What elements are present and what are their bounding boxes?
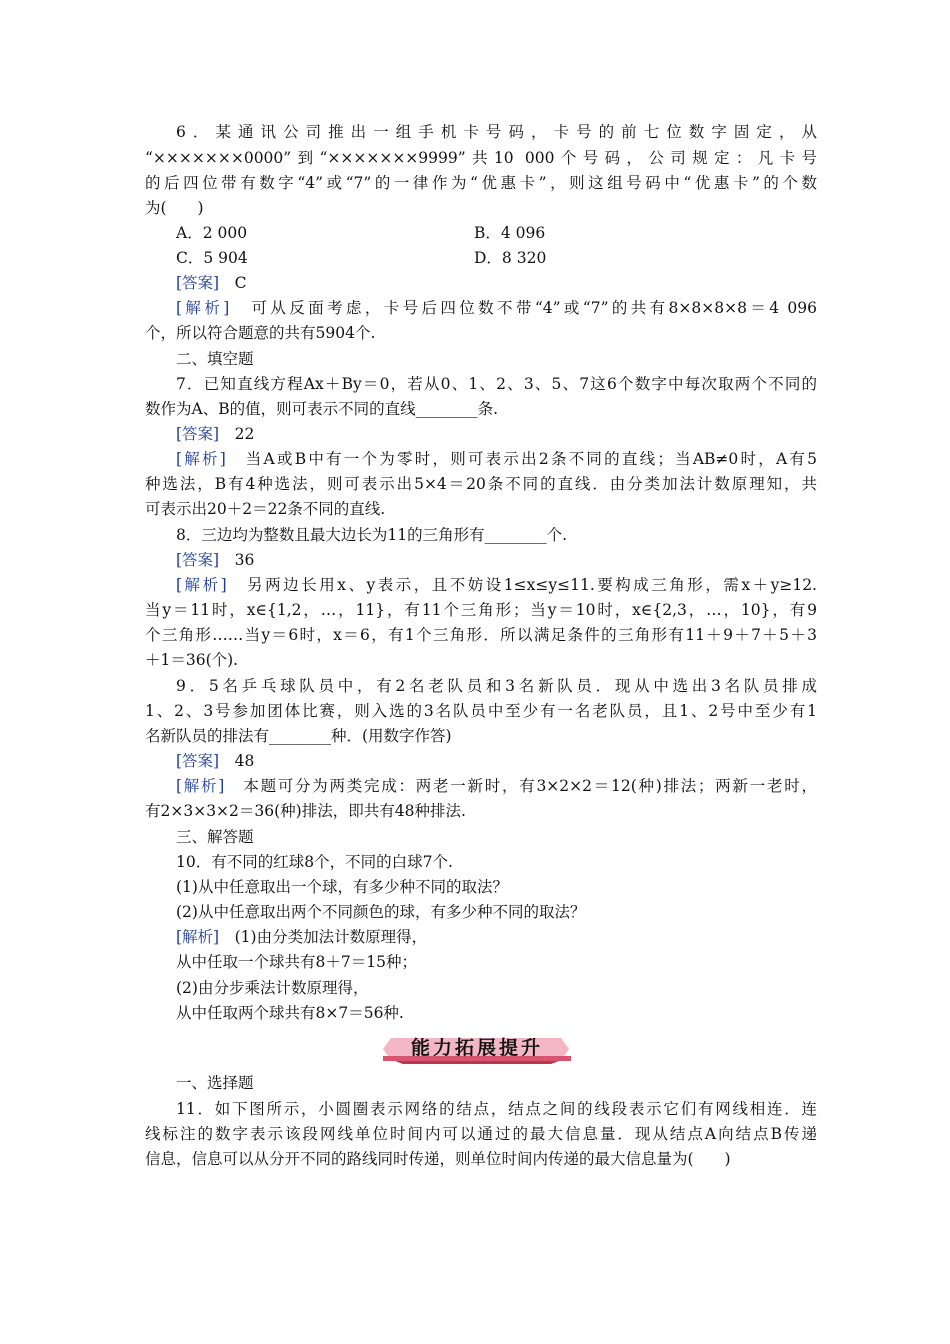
q9-analysis-line-2: 有2×3×3×2＝36(种)排法，即共有48种排法. xyxy=(145,802,466,820)
q8-analysis-line-3: 个三角形……当y＝6时，x＝6，有1个三角形．所以满足条件的三角形有11＋9＋7＋5＋3 xyxy=(145,626,817,644)
analysis-tag: [解析] xyxy=(176,777,225,795)
q8-answer xyxy=(176,548,817,573)
q9-answer xyxy=(176,749,817,774)
answer-value: 48 xyxy=(234,752,255,770)
q7-analysis-line-2: 种选法，B有4种选法，则可表示出5×4＝20条不同的直线．由分类加法计数原理知，共 xyxy=(145,475,817,493)
q6-option-b: B．4 096 xyxy=(474,224,546,242)
analysis-tag: [解析] xyxy=(176,450,226,468)
banner-title: 能力拓展提升 xyxy=(410,1037,543,1059)
q10-analysis-line-4: 从中任取两个球共有8×7＝56种. xyxy=(176,1004,404,1022)
q6-option-c: C．5 904 xyxy=(176,249,248,267)
q10-analysis-line-3: (2)由分步乘法计数原理得， xyxy=(176,979,369,997)
q7-line-1: 7．已知直线方程Ax＋By＝0，若从0、1、2、3、5、7这6个数字中每次取两个不同的 xyxy=(176,375,817,393)
q11-line-3: 信息，信息可以从分开不同的路线同时传递，则单位时间内传递的最大信息量为( ) xyxy=(145,1150,731,1168)
q6-analysis-line-2: 个，所以符合题意的共有5904个. xyxy=(145,324,376,342)
analysis-text: 另两边长用x、y表示，且不妨设1≤x≤y≤11.要构成三角形，需x＋y≥12. xyxy=(247,576,817,594)
q10-part-2: (2)从中任意取出两个不同颜色的球，有多少种不同的取法？ xyxy=(176,903,586,921)
analysis-text: (1)由分类加法计数原理得， xyxy=(234,928,428,946)
section-answer-questions: 三、解答题 xyxy=(176,828,254,846)
analysis-tag: [解析] xyxy=(176,299,230,317)
q7-line-2: 数作为A、B的值，则可表示不同的直线________条. xyxy=(145,400,499,418)
q6-answer xyxy=(176,271,817,296)
q10-analysis xyxy=(176,925,817,950)
q6-line-3: 的后四位带有数字“4”或“7”的一律作为“优惠卡”，则这组号码中“优惠卡”的个数 xyxy=(145,174,817,192)
analysis-tag: [解析] xyxy=(176,928,220,946)
q9-line-2: 1、2、3号参加团体比赛，则入选的3名队员中至少有一名老队员，且1、2号中至少有1 xyxy=(145,702,817,720)
q6-line-1: 6．某通讯公司推出一组手机卡号码，卡号的前七位数字固定，从 xyxy=(176,123,817,141)
q8-analysis-line-2: 当y＝11时，x∈{1,2，…，11}，有11个三角形；当y＝10时，x∈{2,3，…，10}，有9 xyxy=(145,601,817,619)
answer-tag: [答案] xyxy=(176,425,220,443)
section-multiple-choice: 一、选择题 xyxy=(176,1074,254,1092)
q10-analysis-line-2: 从中任取一个球共有8＋7＝15种； xyxy=(176,953,417,971)
q6-option-a: A．2 000 xyxy=(176,224,248,242)
q9-line-1: 9．5名乒乓球队员中，有2名老队员和3名新队员．现从中选出3名队员排成 xyxy=(176,677,817,695)
analysis-text: 本题可分为两类完成：两老一新时，有3×2×2＝12(种)排法；两新一老时， xyxy=(243,777,817,795)
section-fill-blank: 二、填空题 xyxy=(176,350,254,368)
q9-analysis xyxy=(176,774,817,799)
section-banner xyxy=(383,1034,571,1064)
q7-analysis-line-3: 可表示出20＋2＝22条不同的直线. xyxy=(145,500,386,518)
answer-value: 22 xyxy=(234,425,255,443)
q6-analysis xyxy=(176,296,817,321)
q8-line-1: 8．三边均为整数且最大边长为11的三角形有________个. xyxy=(176,526,568,544)
answer-value: 36 xyxy=(234,551,255,569)
analysis-text: 可从反面考虑，卡号后四位数不带“4”或“7”的共有8×8×8×8＝4 096 xyxy=(251,299,817,317)
q9-line-3: 名新队员的排法有________种．(用数字作答) xyxy=(145,727,452,745)
q6-line-4: 为( ) xyxy=(145,199,204,217)
q6-line-2: “×××××××0000”到“×××××××9999”共10 000个号码，公司规定：凡卡号 xyxy=(145,149,817,167)
q7-analysis xyxy=(176,447,817,472)
answer-tag: [答案] xyxy=(176,752,220,770)
q8-analysis xyxy=(176,573,817,598)
answer-tag: [答案] xyxy=(176,551,220,569)
q10-part-1: (1)从中任意取出一个球，有多少种不同的取法？ xyxy=(176,878,508,896)
answer-tag: [答案] xyxy=(176,274,220,292)
analysis-text: 当A或B中有一个为零时，则可表示出2条不同的直线；当AB≠0时，A有5 xyxy=(245,450,817,468)
q8-analysis-line-4: ＋1＝36(个). xyxy=(145,651,239,669)
q11-line-2: 线标注的数字表示该段网线单位时间内可以通过的最大信息量．现从结点A向结点B传递 xyxy=(145,1125,817,1143)
q11-line-1: 11．如下图所示，小圆圈表示网络的结点，结点之间的线段表示它们有网线相连．连 xyxy=(176,1100,817,1118)
q10-line-1: 10．有不同的红球8个，不同的白球7个. xyxy=(176,853,453,871)
q7-answer xyxy=(176,422,817,447)
q6-option-d: D．8 320 xyxy=(474,249,547,267)
analysis-tag: [解析] xyxy=(176,576,227,594)
answer-value: C xyxy=(234,274,247,292)
